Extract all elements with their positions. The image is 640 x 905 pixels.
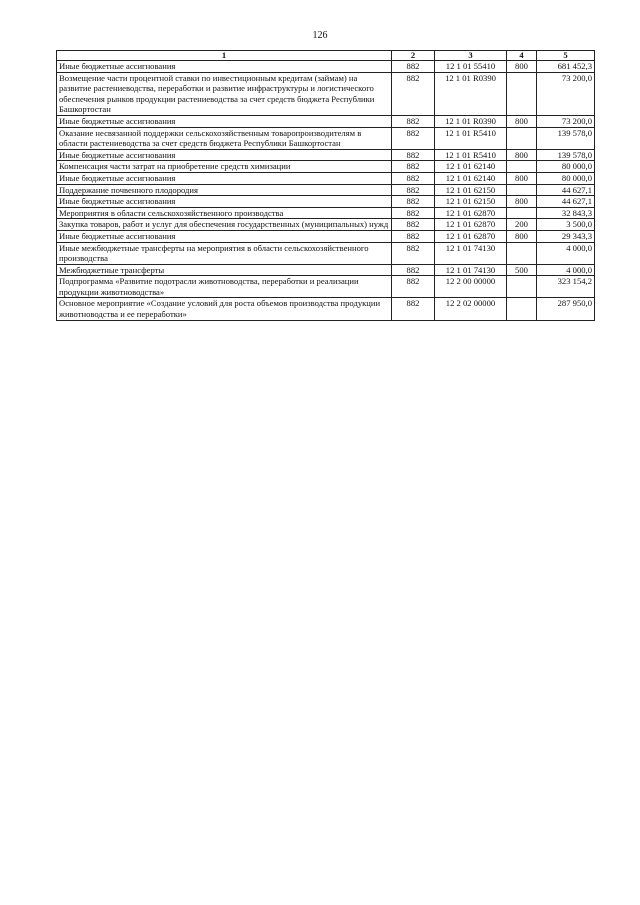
row-target-code: 12 1 01 55410 (435, 61, 507, 73)
table-row (57, 172, 595, 184)
row-target-code: 12 2 00 00000 (435, 276, 507, 298)
table-row (57, 149, 595, 161)
row-amount: 29 343,3 (537, 230, 595, 242)
row-expense-type: 800 (507, 115, 537, 127)
row-target-code: 12 1 01 62150 (435, 196, 507, 208)
row-amount: 139 578,0 (537, 149, 595, 161)
row-admin-code: 882 (392, 207, 435, 219)
row-admin-code: 882 (392, 298, 435, 320)
table-header (57, 51, 595, 61)
table-row (57, 72, 595, 115)
row-admin-code: 882 (392, 61, 435, 73)
page-number: 126 (312, 30, 328, 41)
row-expense-type (507, 184, 537, 196)
table-row (57, 127, 595, 149)
row-expense-type (507, 242, 537, 264)
header-col-2: 2 (392, 51, 435, 61)
row-amount: 73 200,0 (537, 72, 595, 115)
row-amount: 4 000,0 (537, 242, 595, 264)
budget-table (56, 50, 595, 321)
row-expense-type (507, 72, 537, 115)
table-row (57, 242, 595, 264)
row-amount: 44 627,1 (537, 196, 595, 208)
row-expense-type (507, 298, 537, 320)
row-amount: 323 154,2 (537, 276, 595, 298)
row-name: Иные бюджетные ассигнования (57, 172, 392, 184)
table-row (57, 161, 595, 173)
row-amount: 139 578,0 (537, 127, 595, 149)
row-amount: 287 950,0 (537, 298, 595, 320)
row-admin-code: 882 (392, 264, 435, 276)
row-expense-type: 200 (507, 219, 537, 231)
table-row (57, 264, 595, 276)
row-name: Закупка товаров, работ и услуг для обеспечения государственных (муниципальных) нужд (57, 219, 392, 231)
table-row (57, 230, 595, 242)
row-name: Компенсация части затрат на приобретение средств химизации (57, 161, 392, 173)
row-admin-code: 882 (392, 149, 435, 161)
row-name: Иные бюджетные ассигнования (57, 115, 392, 127)
row-target-code: 12 1 01 R5410 (435, 127, 507, 149)
row-target-code: 12 1 01 R5410 (435, 149, 507, 161)
header-col-1: 1 (57, 51, 392, 61)
table-row (57, 196, 595, 208)
table-row (57, 184, 595, 196)
row-admin-code: 882 (392, 242, 435, 264)
row-admin-code: 882 (392, 230, 435, 242)
row-amount: 80 000,0 (537, 172, 595, 184)
row-amount: 4 000,0 (537, 264, 595, 276)
row-name: Мероприятия в области сельскохозяйственного производства (57, 207, 392, 219)
row-admin-code: 882 (392, 172, 435, 184)
row-expense-type (507, 276, 537, 298)
header-col-5: 5 (537, 51, 595, 61)
table-row (57, 276, 595, 298)
row-amount: 80 000,0 (537, 161, 595, 173)
row-target-code: 12 2 02 00000 (435, 298, 507, 320)
row-name: Иные бюджетные ассигнования (57, 61, 392, 73)
table-row (57, 207, 595, 219)
row-name: Иные бюджетные ассигнования (57, 196, 392, 208)
row-expense-type: 500 (507, 264, 537, 276)
row-expense-type: 800 (507, 61, 537, 73)
row-admin-code: 882 (392, 276, 435, 298)
row-name: Оказание несвязанной поддержки сельскохозяйственным товаропроизводителям в области растениеводства за счет средств бюджета Республики Башкортостан (57, 127, 392, 149)
row-admin-code: 882 (392, 219, 435, 231)
table-body (57, 61, 595, 321)
row-target-code: 12 1 01 62140 (435, 172, 507, 184)
row-name: Подпрограмма «Развитие подотрасли животноводства, переработки и реализации продукции животноводства» (57, 276, 392, 298)
row-target-code: 12 1 01 62870 (435, 219, 507, 231)
row-name: Межбюджетные трансферты (57, 264, 392, 276)
row-name: Поддержание почвенного плодородия (57, 184, 392, 196)
row-target-code: 12 1 01 R0390 (435, 115, 507, 127)
row-target-code: 12 1 01 R0390 (435, 72, 507, 115)
row-target-code: 12 1 01 62870 (435, 230, 507, 242)
row-expense-type: 800 (507, 149, 537, 161)
row-admin-code: 882 (392, 115, 435, 127)
row-name: Иные бюджетные ассигнования (57, 149, 392, 161)
row-admin-code: 882 (392, 127, 435, 149)
row-amount: 32 843,3 (537, 207, 595, 219)
header-col-4: 4 (507, 51, 537, 61)
table-header-row (57, 51, 595, 61)
table-row (57, 219, 595, 231)
table-row (57, 298, 595, 320)
row-target-code: 12 1 01 74130 (435, 242, 507, 264)
row-amount: 681 452,3 (537, 61, 595, 73)
row-admin-code: 882 (392, 72, 435, 115)
row-name: Основное мероприятие «Создание условий для роста объемов производства продукции животноводства и ее переработки» (57, 298, 392, 320)
row-admin-code: 882 (392, 161, 435, 173)
row-target-code: 12 1 01 62870 (435, 207, 507, 219)
table-row (57, 115, 595, 127)
row-name: Иные межбюджетные трансферты на мероприятия в области сельскохозяйственного производства (57, 242, 392, 264)
row-amount: 44 627,1 (537, 184, 595, 196)
row-target-code: 12 1 01 62140 (435, 161, 507, 173)
row-amount: 3 500,0 (537, 219, 595, 231)
row-target-code: 12 1 01 74130 (435, 264, 507, 276)
row-expense-type: 800 (507, 172, 537, 184)
row-expense-type (507, 161, 537, 173)
row-name: Иные бюджетные ассигнования (57, 230, 392, 242)
header-col-3: 3 (435, 51, 507, 61)
row-expense-type: 800 (507, 230, 537, 242)
row-name: Возмещение части процентной ставки по инвестиционным кредитам (займам) на развитие растениеводства, переработки и развитие инфраструктуры и логистического обеспечения рынков продукции растениеводства за счет средств бюджета Республики Башкортостан (57, 72, 392, 115)
row-target-code: 12 1 01 62150 (435, 184, 507, 196)
row-expense-type (507, 207, 537, 219)
row-admin-code: 882 (392, 196, 435, 208)
row-expense-type (507, 127, 537, 149)
row-expense-type: 800 (507, 196, 537, 208)
row-admin-code: 882 (392, 184, 435, 196)
row-amount: 73 200,0 (537, 115, 595, 127)
table-row (57, 61, 595, 73)
